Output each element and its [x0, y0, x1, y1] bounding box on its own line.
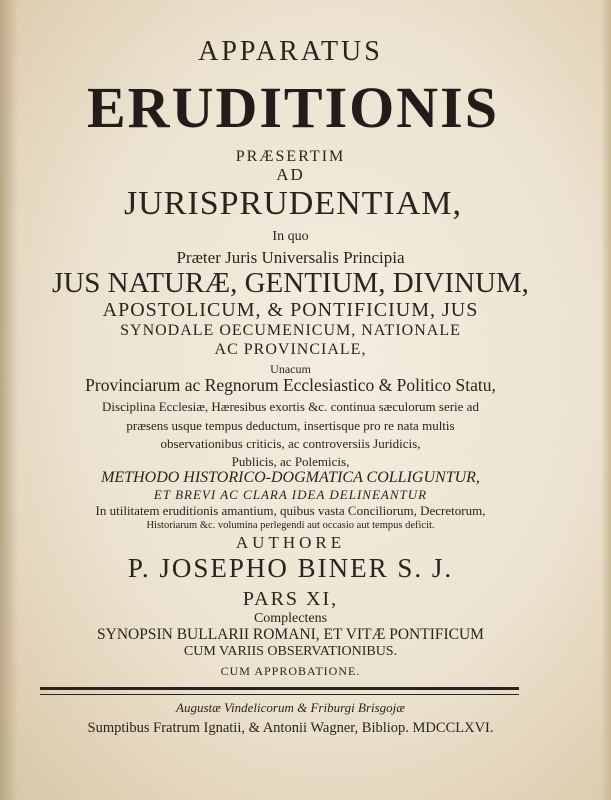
- title-line-ad: AD: [276, 165, 305, 184]
- title-line-disciplina: Disciplina Ecclesiæ, Hæresibus exortis &c. continua sæculorum serie ad: [102, 399, 479, 414]
- title-line-eruditionis: ERUDITIONIS: [87, 75, 499, 140]
- title-line-jurisprudentiam: JURISPRUDENTIAM,: [123, 185, 463, 222]
- double-rule: [40, 687, 519, 690]
- title-line-in-quo: In quo: [272, 229, 309, 244]
- title-line-observationibus: observationibus criticis, ac controversiis Juridicis,: [160, 436, 421, 451]
- title-line-methodo: METHODO HISTORICO-DOGMATICA COLLIGUNTUR,: [101, 469, 480, 486]
- imprint-publisher: Sumptibus Fratrum Ignatii, & Antonii Wagner, Bibliop. MDCCLXVI.: [87, 720, 494, 736]
- title-line-ac-provinciale: AC PROVINCIALE,: [214, 341, 367, 358]
- title-line-complectens: Complectens: [253, 611, 328, 626]
- title-line-historiarum: Historiarum &c. volumina perlegendi aut occasio aut tempus deficit.: [146, 520, 435, 531]
- title-line-authore: AUTHORE: [235, 533, 346, 552]
- title-line-et-brevi: ET BREVI AC CLARA IDEA DELINEANTUR: [153, 487, 428, 502]
- title-line-apparatus: APPARATUS: [198, 36, 383, 67]
- title-line-pars: PARS XI,: [242, 588, 339, 610]
- title-line-provinciarum: Provinciarum ac Regnorum Ecclesiastico & Politico Statu,: [85, 375, 496, 395]
- title-line-synodale: SYNODALE OECUMENICUM, NATIONALE: [120, 322, 461, 339]
- title-line-in-utilitatem: In utilitatem eruditionis amantium, quibus vasta Conciliorum, Decretorum,: [95, 503, 486, 518]
- double-rule-thin: [40, 694, 519, 695]
- imprint-place: Augustæ Vindelicorum & Friburgi Brisgojæ: [176, 700, 405, 715]
- title-line-praeter: Præter Juris Universalis Principia: [176, 248, 405, 267]
- title-line-unacum: Unacum: [270, 362, 311, 376]
- title-line-apostolicum: APOSTOLICUM, & PONTIFICIUM, JUS: [102, 299, 479, 321]
- title-line-jus-naturae: JUS NATURÆ, GENTIUM, DIVINUM,: [52, 267, 529, 299]
- title-line-praesens: præsens usque tempus deductum, insertisque pro re nata multis: [126, 418, 455, 433]
- title-line-praesertim: PRÆSERTIM: [235, 148, 346, 165]
- title-line-cum-approbatione: CUM APPROBATIONE.: [220, 664, 361, 678]
- title-line-publicis: Publicis, ac Polemicis,: [231, 454, 350, 469]
- title-line-cum-variis: CUM VARIIS OBSERVATIONIBUS.: [183, 644, 398, 659]
- title-line-synopsin: SYNOPSIN BULLARII ROMANI, ET VITÆ PONTIFICUM: [97, 626, 484, 643]
- title-line-author-name: P. JOSEPHO BINER S. J.: [127, 553, 454, 583]
